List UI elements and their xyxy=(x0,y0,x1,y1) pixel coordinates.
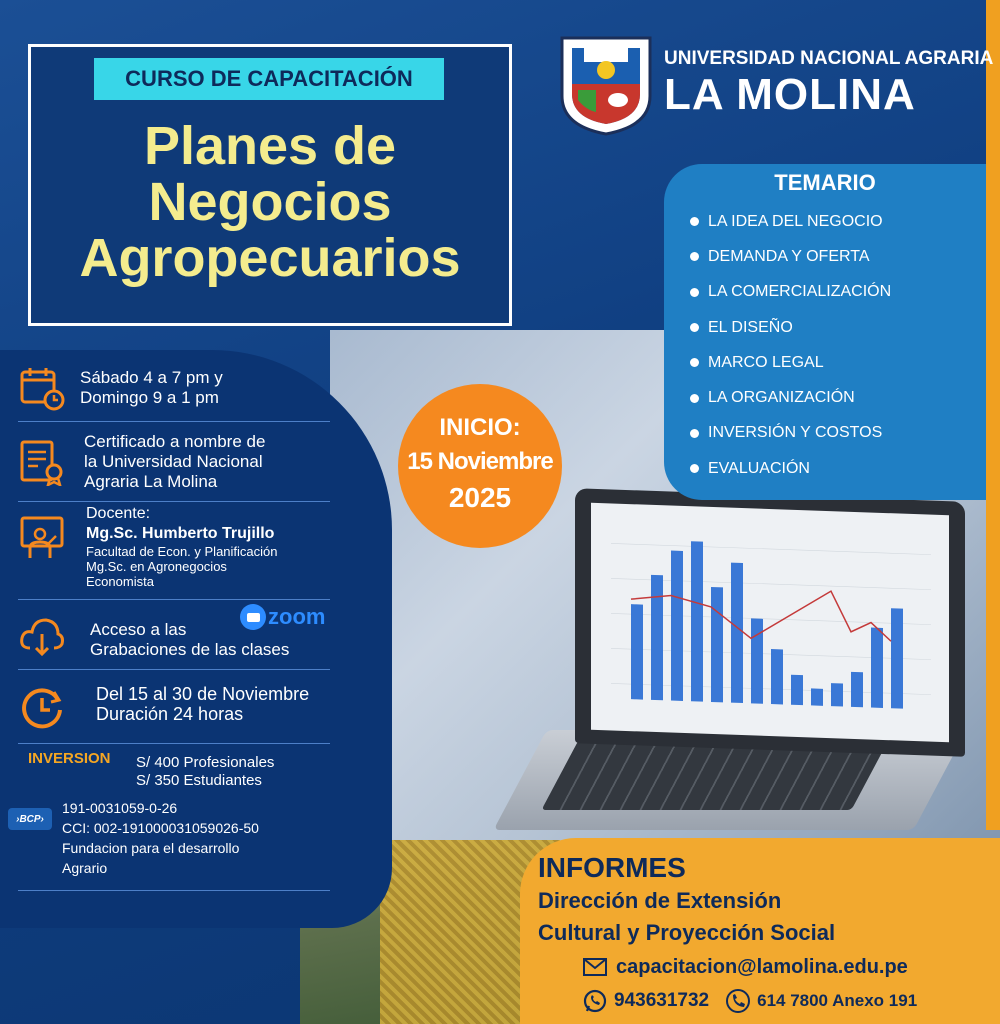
certificate-row xyxy=(18,422,330,502)
start-date: 15 Noviembre xyxy=(407,448,553,475)
start-label: INICIO: xyxy=(439,414,521,441)
course-title-line-1: Planes de xyxy=(143,116,397,176)
price-professionals: S/ 400 Profesionales xyxy=(136,754,275,771)
temario-item: LA IDEA DEL NEGOCIO xyxy=(690,204,891,239)
temario-list xyxy=(690,204,891,486)
orange-accent-strip xyxy=(986,0,1000,830)
temario-item: EL DISEÑO xyxy=(690,310,891,345)
university-name-line-1: UNIVERSIDAD NACIONAL AGRARIA xyxy=(664,48,994,69)
phone-icon xyxy=(725,988,751,1014)
temario-item: LA COMERCIALIZACIÓN xyxy=(690,275,891,310)
laptop-screen xyxy=(575,488,965,757)
temario-item: INVERSIÓN Y COSTOS xyxy=(690,416,891,451)
account-holder-line-1: Fundacion para el desarrollo xyxy=(62,840,240,856)
inversion-label: INVERSION xyxy=(28,750,111,767)
docente-degree: Mg.Sc. en Agronegocios xyxy=(86,559,227,574)
inversion-prices xyxy=(136,754,274,790)
docente-faculty: Facultad de Econ. y Planificación xyxy=(86,544,278,559)
schedule-line-1: Sábado 4 a 7 pm y xyxy=(80,368,223,387)
dates-text xyxy=(96,684,309,724)
dates-row xyxy=(18,670,330,744)
mail-icon xyxy=(582,954,608,980)
schedule-text xyxy=(80,368,223,408)
temario-item: MARCO LEGAL xyxy=(690,345,891,380)
bank-details xyxy=(62,798,259,878)
start-date-badge xyxy=(398,384,562,548)
temario-panel xyxy=(664,164,986,500)
dates-line-1: Del 15 al 30 de Noviembre xyxy=(96,684,310,704)
temario-item: EVALUACIÓN xyxy=(690,451,891,486)
whatsapp-icon xyxy=(582,988,608,1014)
bcp-logo: ›BCP› xyxy=(8,808,52,830)
laptop-chart-illustration xyxy=(591,503,949,743)
course-tag: CURSO DE CAPACITACIÓN xyxy=(94,58,444,100)
zoom-camera-icon xyxy=(240,604,266,630)
temario-title: TEMARIO xyxy=(774,170,876,195)
informes-email[interactable]: capacitacion@lamolina.edu.pe xyxy=(616,955,908,978)
informes-phone-row xyxy=(582,988,917,1014)
access-line-1: Acceso a las xyxy=(90,620,187,639)
docente-text xyxy=(86,504,278,589)
calendar-clock-icon xyxy=(18,364,66,412)
teacher-board-icon xyxy=(18,514,66,562)
docente-label: Docente: xyxy=(86,505,151,522)
temario-item: LA ORGANIZACIÓN xyxy=(690,380,891,415)
certificate-icon xyxy=(18,438,66,486)
divider xyxy=(18,890,330,891)
clock-icon xyxy=(18,684,66,732)
certificate-line-2: la Universidad Nacional xyxy=(84,452,263,471)
bank-account: 191-0031059-0-26 xyxy=(62,800,178,816)
docente-profession: Economista xyxy=(86,574,154,589)
certificate-line-3: Agraria La Molina xyxy=(84,472,218,491)
informes-title: INFORMES xyxy=(538,852,686,883)
informes-panel xyxy=(520,838,1000,1024)
informes-phone[interactable]: 614 7800 Anexo 191 xyxy=(757,991,918,1010)
temario-item: DEMANDA Y OFERTA xyxy=(690,239,891,274)
zoom-label: zoom xyxy=(268,604,326,629)
university-name-line-2: LA MOLINA xyxy=(664,70,916,119)
university-seal-icon xyxy=(558,34,654,136)
informes-line-1: Dirección de Extensión xyxy=(538,888,782,913)
certificate-line-1: Certificado a nombre de xyxy=(84,432,266,451)
docente-row xyxy=(18,502,330,600)
zoom-logo xyxy=(240,604,325,630)
account-holder-line-2: Agrario xyxy=(62,860,108,876)
informes-whatsapp[interactable]: 943631732 xyxy=(614,990,710,1011)
course-title-line-2: Negocios xyxy=(148,172,392,232)
course-title xyxy=(28,118,512,286)
informes-line-2: Cultural y Proyección Social xyxy=(538,920,836,945)
dates-line-2: Duración 24 horas xyxy=(96,704,244,724)
schedule-row xyxy=(18,362,330,422)
bank-cci: CCI: 002-191000031059026-50 xyxy=(62,820,259,836)
informes-email-row xyxy=(582,954,908,980)
start-year: 2025 xyxy=(448,482,512,513)
access-line-2: Grabaciones de las clases xyxy=(90,640,290,659)
schedule-line-2: Domingo 9 a 1 pm xyxy=(80,388,219,407)
certificate-text xyxy=(84,432,265,492)
cloud-download-icon xyxy=(18,612,66,660)
docente-name: Mg.Sc. Humberto Trujillo xyxy=(86,525,275,542)
course-title-line-3: Agropecuarios xyxy=(79,228,461,288)
price-students: S/ 350 Estudiantes xyxy=(136,772,262,789)
laptop-chart-display xyxy=(591,503,949,743)
